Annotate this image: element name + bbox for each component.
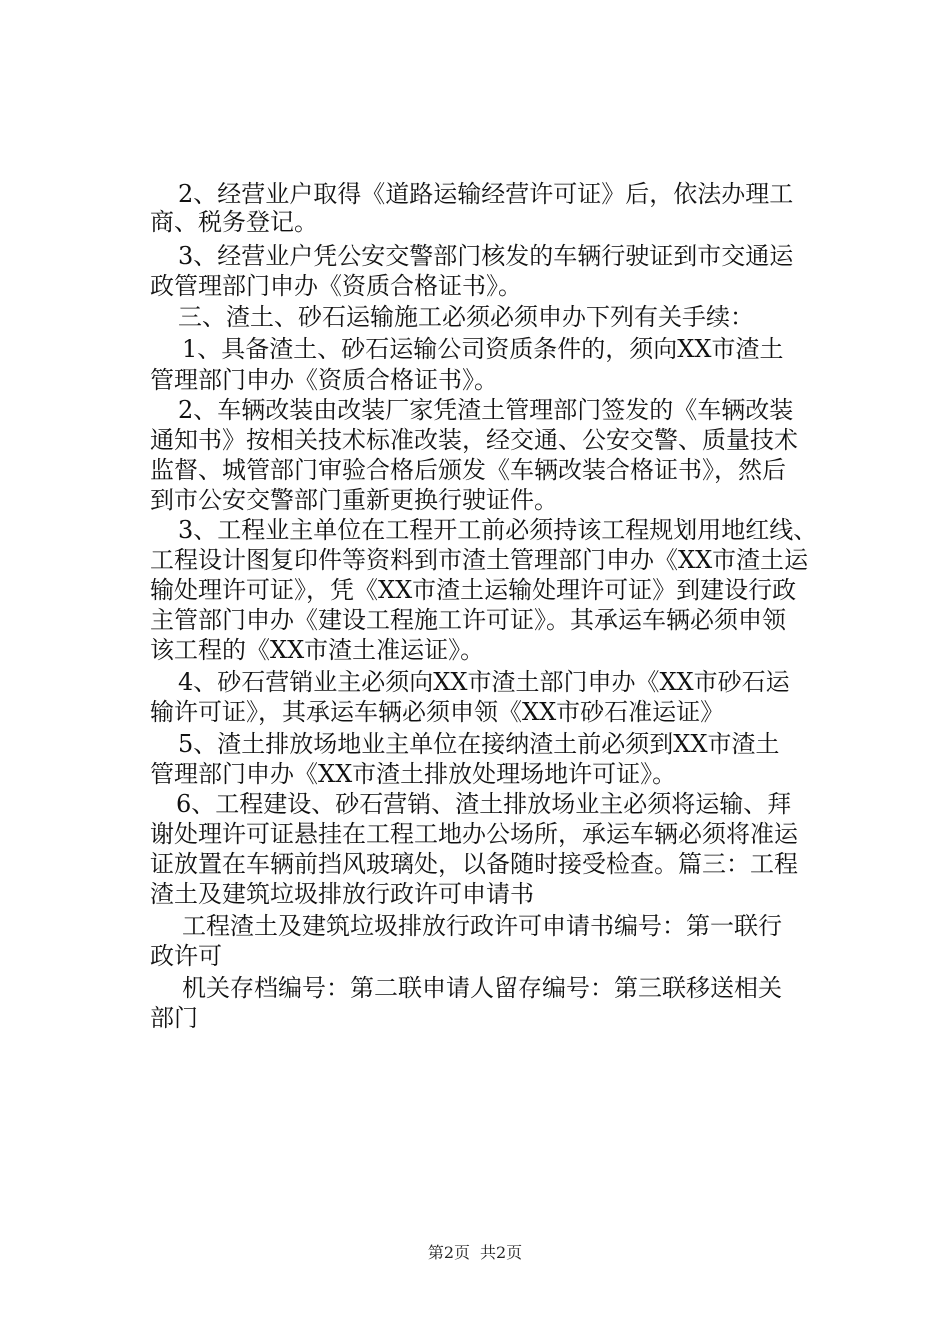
- text-line-18: 输许可证》，其承运车辆必须申领《XX市砂石准运证》: [150, 698, 725, 726]
- page-footer: [0, 1242, 950, 1264]
- text-line-8: 2、车辆改装由改装厂家凭渣土管理部门签发的《车辆改装: [178, 396, 794, 424]
- text-line-12: 3、工程业主单位在工程开工前必须持该工程规划用地红线、: [178, 516, 818, 544]
- text-line-10: 监督、城管部门审验合格后颁发《车辆改装合格证书》，然后: [150, 456, 786, 484]
- text-line-4: 政管理部门申办《资质合格证书》。: [150, 272, 522, 300]
- text-line-1: 2、经营业户取得《道路运输经营许可证》后，依法办理工: [178, 180, 794, 208]
- text-line-6: 1、具备渣土、砂石运输公司资质条件的，须向XX市渣土: [182, 335, 784, 363]
- text-line-14: 输处理许可证》，凭《XX市渣土运输处理许可证》到建设行政: [150, 576, 797, 604]
- text-line-28: 部门: [150, 1004, 198, 1032]
- text-line-24: 渣土及建筑垃圾排放行政许可申请书: [150, 880, 534, 908]
- text-line-16: 该工程的《XX市渣土准运证》。: [150, 636, 485, 664]
- page-number: 第2页: [427, 1243, 470, 1262]
- text-line-25: 工程渣土及建筑垃圾排放行政许可申请书编号：第一联行: [182, 912, 782, 940]
- text-line-19: 5、渣土排放场地业主单位在接纳渣土前必须到XX市渣土: [178, 730, 780, 758]
- text-line-9: 通知书》按相关技术标准改装，经交通、公安交警、质量技术: [150, 426, 798, 454]
- text-line-23: 证放置在车辆前挡风玻璃处，以备随时接受检查。篇三：工程: [150, 850, 798, 878]
- text-line-17: 4、砂石营销业主必须向XX市渣土部门申办《XX市砂石运: [178, 668, 790, 696]
- text-line-20: 管理部门申办《XX市渣土排放处理场地许可证》。: [150, 760, 677, 788]
- text-line-2: 商、税务登记。: [150, 208, 318, 236]
- text-line-26: 政许可: [150, 942, 222, 970]
- text-line-3: 3、经营业户凭公安交警部门核发的车辆行驶证到市交通运: [178, 242, 794, 270]
- text-line-13: 工程设计图复印件等资料到市渣土管理部门申办《XX市渣土运: [150, 546, 809, 574]
- text-line-7: 管理部门申办《资质合格证书》。: [150, 366, 498, 394]
- page-total: 共2页: [480, 1243, 523, 1262]
- text-line-22: 谢处理许可证悬挂在工程工地办公场所，承运车辆必须将准运: [150, 820, 798, 848]
- text-line-27: 机关存档编号：第二联申请人留存编号：第三联移送相关: [182, 974, 782, 1002]
- text-line-5: 三、渣土、砂石运输施工必须必须申办下列有关手续：: [178, 303, 754, 331]
- text-line-21: 6、工程建设、砂石营销、渣土排放场业主必须将运输、拜: [176, 790, 792, 818]
- text-line-11: 到市公安交警部门重新更换行驶证件。: [150, 486, 558, 514]
- text-line-15: 主管部门申办《建设工程施工许可证》。其承运车辆必须申领: [150, 606, 786, 634]
